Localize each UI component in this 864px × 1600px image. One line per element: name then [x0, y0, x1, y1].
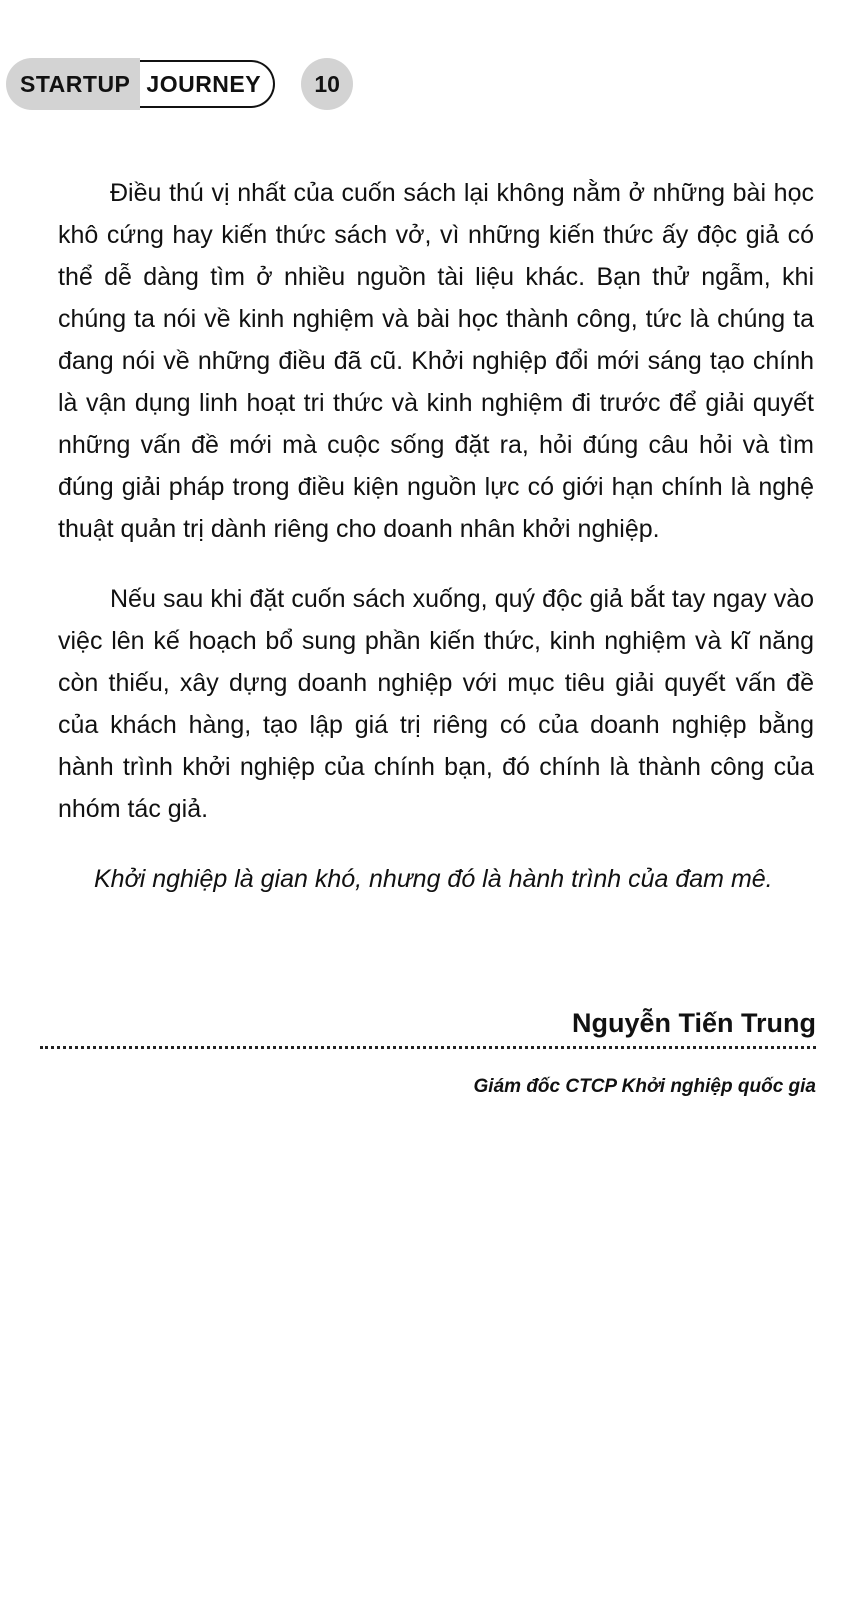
book-series-logo — [6, 58, 275, 110]
body-paragraph-2: Nếu sau khi đặt cuốn sách xuống, quý độc giả bắt tay ngay vào việc lên kế hoạch bổ sung phần kiến thức, kinh nghiệm và kĩ năng còn thiếu, xây dựng doanh nghiệp với mục tiêu giải quyết vấn đề của khách hàng, tạo lập giá trị riêng có của doanh nghiệp bằng hành trình khởi nghiệp của chính bạn, đó chính là thành công của nhóm tác giả. — [58, 585, 814, 823]
page-header — [6, 56, 353, 112]
brand-journey-label: JOURNEY — [140, 60, 275, 108]
signature-title: Giám đốc CTCP Khởi nghiệp quốc gia — [473, 1076, 816, 1097]
body-paragraph-1: Điều thú vị nhất của cuốn sách lại không nằm ở những bài học khô cứng hay kiến thức sách vở, vì những kiến thức ấy độc giả có thể dễ dàng tìm ở nhiều nguồn tài liệu khác. Bạn thử ngẫm, khi chúng ta nói về kinh nghiệm và bài học thành công, tức là chúng ta đang nói về những điều đã cũ. Khởi nghiệp đổi mới sáng tạo chính là vận dụng linh hoạt tri thức và kinh nghiệm đi trước để giải quyết những vấn đề mới mà cuộc sống đặt ra, hỏi đúng câu hỏi và tìm đúng giải pháp trong điều kiện nguồn lực có giới hạn chính là nghệ thuật quản trị dành riêng cho doanh nhân khởi nghiệp. — [58, 179, 814, 543]
closing-quote: Khởi nghiệp là gian khó, nhưng đó là hành trình của đam mê. — [94, 865, 773, 893]
brand-startup-label: STARTUP — [6, 58, 140, 110]
page-number-badge: 10 — [301, 58, 353, 110]
signature-dotted-divider — [40, 1046, 816, 1049]
page-body — [58, 172, 814, 900]
signature-name: Nguyễn Tiến Trung — [571, 1008, 816, 1038]
